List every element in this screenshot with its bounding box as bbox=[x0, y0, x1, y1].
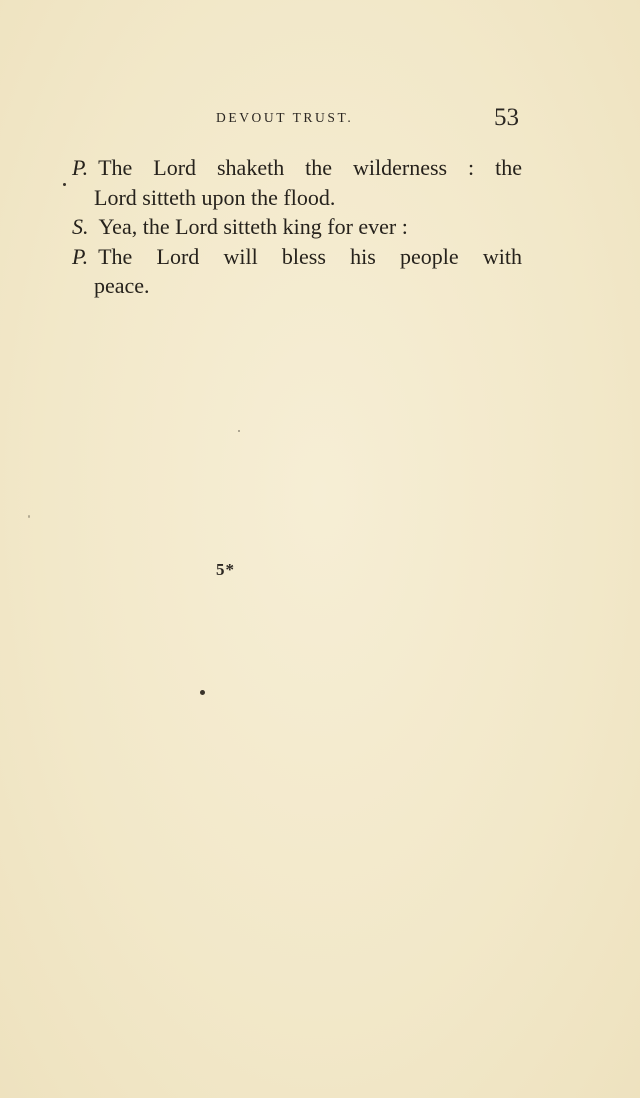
verse-2 bbox=[0, 212, 640, 242]
verse-text: The Lord will bless his people with bbox=[98, 243, 522, 269]
verse-first-line bbox=[72, 242, 522, 272]
verse-continuation: Lord sitteth upon the flood. bbox=[94, 184, 336, 210]
responsive-reading bbox=[0, 153, 640, 301]
speaker-marker: S. bbox=[72, 214, 89, 239]
ink-speck bbox=[238, 430, 240, 432]
ink-speck bbox=[28, 515, 30, 518]
ink-speck bbox=[63, 183, 66, 186]
running-head bbox=[0, 104, 640, 134]
verse-first-line bbox=[72, 153, 522, 183]
verse-continuation: peace. bbox=[94, 273, 150, 298]
speaker-marker: P. bbox=[72, 155, 89, 180]
running-head-title: DEVOUT TRUST. bbox=[216, 110, 354, 125]
speaker-marker: P. bbox=[72, 243, 89, 269]
verse-1 bbox=[0, 153, 640, 212]
verse-first-line bbox=[72, 212, 492, 242]
verse-text: Yea, the Lord sitteth king for ever : bbox=[98, 214, 408, 239]
verse-text: The Lord shaketh the wilderness : the bbox=[98, 155, 522, 180]
signature-mark: 5* bbox=[216, 560, 235, 579]
ink-speck bbox=[200, 690, 205, 695]
verse-3 bbox=[0, 242, 640, 301]
page-number: 53 bbox=[494, 104, 519, 131]
